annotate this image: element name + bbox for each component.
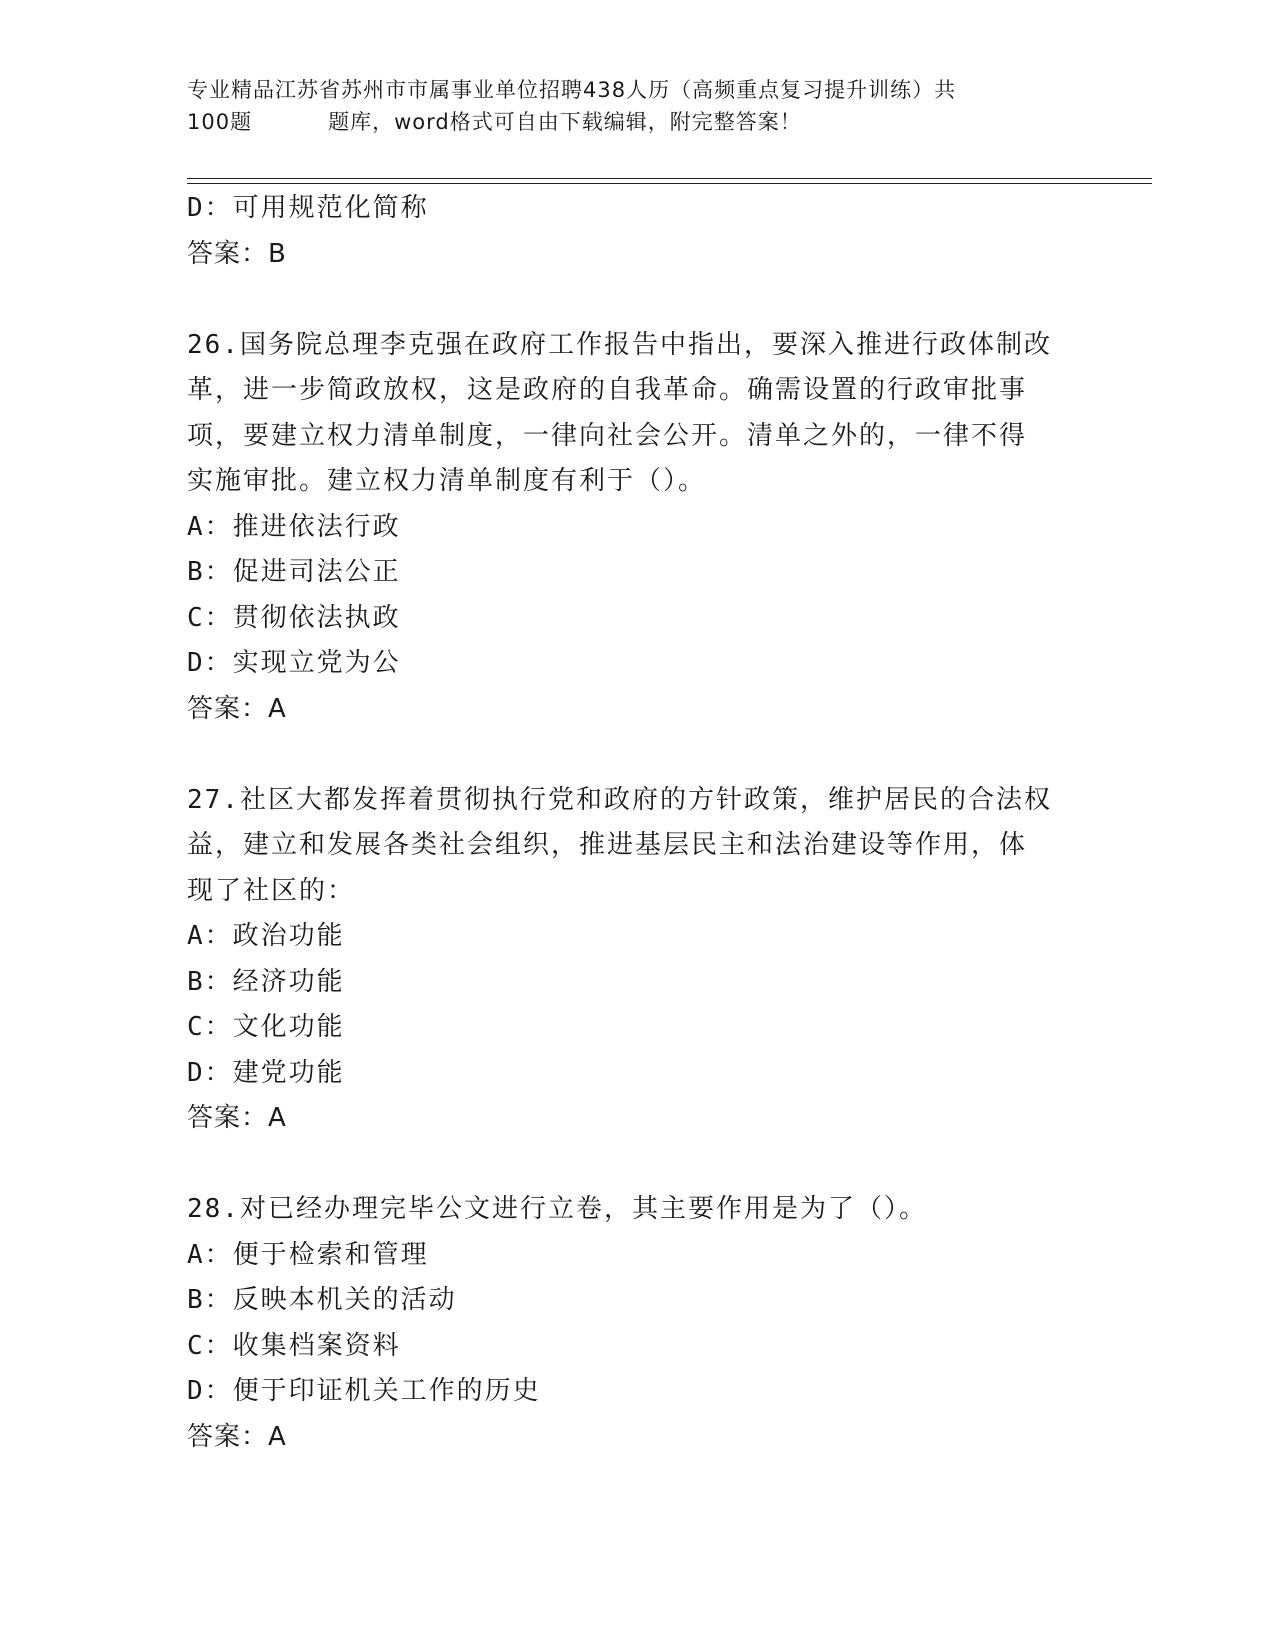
option-c: C：贯彻依法执政 xyxy=(187,602,401,633)
question-27 xyxy=(187,778,1087,1142)
answer-line: 答案：A xyxy=(187,1103,287,1133)
question-text-line: 27.社区大都发挥着贯彻执行党和政府的方针政策，维护居民的合法权 xyxy=(187,784,1052,815)
option-c: C：文化功能 xyxy=(187,1012,345,1042)
header-line-2 xyxy=(187,106,1067,138)
answer-line: 答案：A xyxy=(187,693,287,724)
question-text-line: 益，建立和发展各类社会组织，推进基层民主和法治建设等作用，体 xyxy=(187,830,1028,860)
option-a: A：便于检索和管理 xyxy=(187,1239,429,1270)
header-line-1: 专业精品江苏省苏州市市属事业单位招聘438人历（高频重点复习提升训练）共 xyxy=(187,78,957,102)
option-a: A：推进依法行政 xyxy=(187,511,401,542)
header-subtitle: 题库，word格式可自由下载编辑，附完整答案！ xyxy=(328,110,802,134)
answer-line: 答案：A xyxy=(187,1421,287,1452)
header-divider-top xyxy=(187,178,1152,179)
question-text-line: 革，进一步简政放权，这是政府的自我革命。确需设置的行政审批事 xyxy=(187,375,1028,405)
question-26 xyxy=(187,323,1087,733)
question-text-line: 现了社区的： xyxy=(187,875,356,906)
header-question-count: 100题 xyxy=(187,110,253,134)
question-text-line: 项，要建立权力清单制度，一律向社会公开。清单之外的，一律不得 xyxy=(187,420,1028,451)
option-d: D：便于印证机关工作的历史 xyxy=(187,1376,541,1406)
option-d: D：建党功能 xyxy=(187,1057,345,1088)
header-divider-bottom xyxy=(187,183,1152,184)
option-a: A：政治功能 xyxy=(187,921,345,951)
question-text-line: 实施审批。建立权力清单制度有利于（）。 xyxy=(187,466,707,496)
page-header xyxy=(187,74,1067,138)
option-b: B：反映本机关的活动 xyxy=(187,1285,457,1315)
option-b: B：经济功能 xyxy=(187,966,345,997)
option-d: D：实现立党为公 xyxy=(187,648,401,678)
question-text-line: 26.国务院总理李克强在政府工作报告中指出，要深入推进行政体制改 xyxy=(187,329,1052,360)
answer-line: 答案：B xyxy=(187,238,287,269)
question-content xyxy=(187,186,1087,1460)
question-text-line: 28.对已经办理完毕公文进行立卷，其主要作用是为了（）。 xyxy=(187,1194,927,1224)
option-b: B：促进司法公正 xyxy=(187,557,401,587)
option-c: C：收集档案资料 xyxy=(187,1330,401,1361)
question-28 xyxy=(187,1187,1087,1460)
option-d: D：可用规范化简称 xyxy=(187,193,429,223)
